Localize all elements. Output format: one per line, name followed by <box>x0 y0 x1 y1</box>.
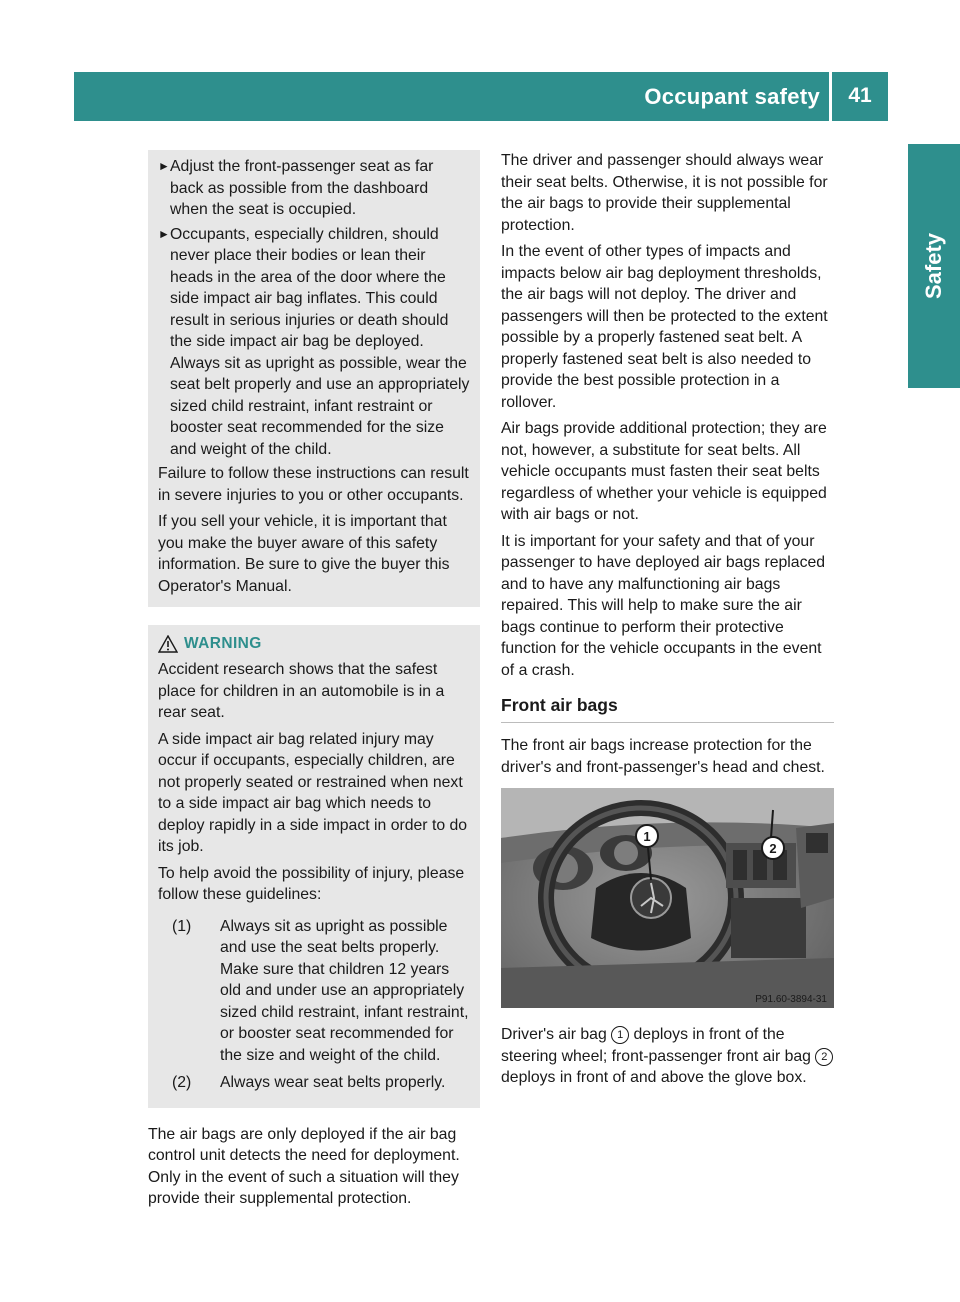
caption-marker-1: 1 <box>611 1026 629 1044</box>
body-paragraph: The driver and passenger should always wear their seat belts. Otherwise, it is not possible for the air bags to provide their supplemental protection. <box>501 152 828 234</box>
dashboard-illustration <box>501 788 834 1008</box>
section-intro: The front air bags increase protection for the driver's and front-passenger's head and chest. <box>501 737 825 776</box>
section-heading: Front air bags <box>501 695 834 723</box>
bullet-text: Occupants, especially children, should never place their bodies or lean their heads in the area of the door where the side impact air bag inflates. This could result in serious injuries or death should the side impact air bag be deployed. Always sit as upright as possible, wear the seat belt properly and use an appropriately sized child restraint, infant restraint or booster seat recommended for the size and weight of the child. <box>170 225 470 458</box>
numbered-item <box>158 1072 470 1094</box>
figure-caption <box>501 1024 834 1089</box>
warning-box <box>148 625 480 1108</box>
item-text: Always sit as upright as possible and use the seat belts properly. Make sure that children 12 years old and under use an appropriately sized child restraint, infant restraint, or booster seat recommended for the size and weight of the child. <box>220 917 469 1064</box>
body-paragraph: The air bags are only deployed if the air bag control unit detects the need for deployment. Only in the event of such a situation will they provide their supplemental protection. <box>148 1125 460 1207</box>
body-paragraph: It is important for your safety and that of your passenger to have deployed air bags replaced and to have any malfunctioning air bags repaired. This will help to make sure the air bags continue to perform their protective function for the vehicle occupants in the event of a crash. <box>501 532 826 679</box>
caption-part: deploys in front of the steering wheel; front-passenger front air bag <box>501 1026 816 1065</box>
side-tab-label: Safety <box>921 232 947 300</box>
dashboard-figure <box>501 788 834 1008</box>
item-text: Always wear seat belts properly. <box>220 1074 446 1091</box>
body-paragraph: In the event of other types of impacts and impacts below air bag deployment thresholds, the air bags will not deploy. The driver and passengers will then be protected to the extent possible by a properly fastened seat belt. A properly fastened seat belt is also needed to provide the best possible protection in a rollover. <box>501 243 828 411</box>
warning-header <box>158 635 470 653</box>
info-paragraph: Failure to follow these instructions can result in severe injuries to you or other occupants. <box>158 465 469 504</box>
bullet-marker: ► <box>158 226 170 241</box>
caption-part: deploys in front of and above the glove box. <box>501 1069 807 1086</box>
bullet-item <box>158 224 470 461</box>
body-paragraph: Air bags provide additional protection; they are not, however, a substitute for seat belts. All vehicle occupants must fasten their seat belts regardless of whether your vehicle is equipped with air bags or not. <box>501 420 827 523</box>
caption-marker-2: 2 <box>815 1048 833 1066</box>
bullet-marker: ► <box>158 159 170 173</box>
page-title: Occupant safety <box>644 84 820 109</box>
callout-2: 2 <box>769 841 777 856</box>
left-column <box>148 150 480 1215</box>
page-number: 41 <box>848 84 872 107</box>
warning-paragraph: Accident research shows that the safest place for children in an automobile is in a rear seat. <box>158 661 445 721</box>
item-number: (1) <box>172 917 192 935</box>
warning-title: WARNING <box>184 635 262 652</box>
figure-code: P91.60-3894-31 <box>755 994 827 1005</box>
side-tab-label-wrap <box>908 144 960 388</box>
info-paragraph: If you sell your vehicle, it is important that you make the buyer aware of this safety information. Be sure to give the buyer this Operator's Manual. <box>158 513 450 595</box>
caption-part: Driver's air bag <box>501 1026 612 1043</box>
warning-triangle-icon <box>158 635 178 653</box>
item-number: (2) <box>172 1074 192 1091</box>
bullet-text: Adjust the front-passenger seat as far back as possible from the dashboard when the seat is occupied. <box>170 158 434 218</box>
warning-paragraph: A side impact air bag related injury may occur if occupants, especially children, are not properly seated or restrained when next to a side impact air bag which needs to deploy rapidly in a side impact in order to do its job. <box>158 730 468 855</box>
info-box <box>148 150 480 607</box>
numbered-item <box>158 916 470 1067</box>
warning-paragraph: To help avoid the possibility of injury, please follow these guidelines: <box>158 864 465 903</box>
right-column <box>501 150 834 1094</box>
bullet-item <box>158 156 470 221</box>
callout-1: 1 <box>643 829 651 844</box>
